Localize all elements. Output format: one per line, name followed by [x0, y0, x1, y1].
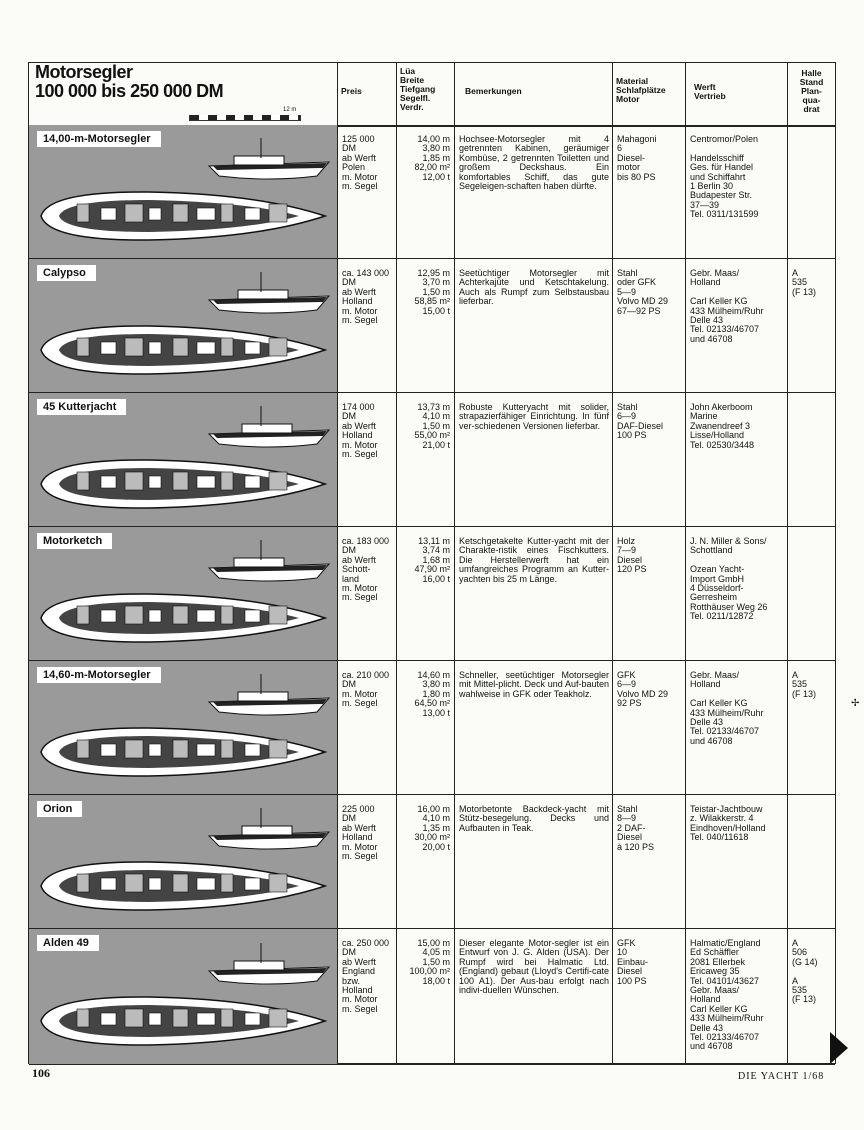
yard-cell: Gebr. Maas/ Holland Carl Keller KG 433 Mülheim/Ruhr Delle 43 Tel. 02133/46707 und 46708 [685, 661, 787, 794]
yard-cell: Gebr. Maas/ Holland Carl Keller KG 433 Mülheim/Ruhr Delle 43 Tel. 02133/46707 und 46708 [685, 259, 787, 392]
col-header-line: Tiefgang [400, 84, 436, 94]
material-cell: Stahl 6—9 DAF-Diesel 100 PS [612, 393, 685, 526]
price-cell: ca. 210 000 DM m. Motor m. Segel [337, 661, 396, 794]
col-header-line: Segelfl. [400, 93, 431, 103]
page-title [35, 63, 223, 101]
scale-label: 12 m [283, 107, 297, 113]
remarks-cell: Seetüchtiger Motorsegler mit Achterkajüte und Ketschtakelung. Auch als Rumpf zum Selbstausbau lieferbar. [454, 259, 612, 392]
col-header-line: Plan- [801, 86, 822, 96]
boat-plan [41, 594, 325, 642]
col-header-line: Lüa [400, 66, 416, 76]
boat-plan [41, 460, 325, 508]
title-line-1: Motorsegler [35, 62, 133, 82]
boat-drawing [29, 270, 337, 382]
dimensions-cell: 14,60 m 3,80 m 1,80 m 64,50 m² 13,00 t [396, 661, 454, 794]
boat-profile [209, 138, 329, 179]
magazine-issue: DIE YACHT 1/68 [738, 1071, 825, 1082]
boat-plan [41, 997, 325, 1045]
hall-stand-cell [787, 527, 835, 660]
material-cell: Mahagoni 6 Diesel- motor bis 80 PS [612, 125, 685, 258]
scale-bar [189, 115, 301, 121]
boat-illustration [29, 795, 337, 928]
yard-cell: Centromor/Polen Handelsschiff Ges. für Handel und Schiffahrt 1 Berlin 30 Budapester Str. 37—39 Tel. 0311/131599 [685, 125, 787, 258]
price-cell: 225 000 DM ab Werft Holland m. Motor m. Segel [337, 795, 396, 928]
boat-profile [209, 808, 329, 849]
material-cell: GFK 10 Einbau- Diesel 100 PS [612, 929, 685, 1064]
boat-plan [41, 862, 325, 910]
boat-name: 14,60-m-Motorsegler [37, 667, 161, 683]
col-header-hall [787, 63, 835, 125]
remarks-cell: Dieser elegante Motor-segler ist ein Entwurf von J. G. Alden (USA). Der Rumpf wird bei Halmatic Ltd. (England) gebaut (Lloyd's Certifi-cate 100 A1). Der Aus-bau erfolgt nach indivi-duellen Wünschen. [454, 929, 612, 1064]
hall-stand-cell: A 535 (F 13) [787, 661, 835, 794]
col-header-line: Verdr. [400, 102, 424, 112]
boat-illustration [29, 929, 337, 1064]
yard-cell: Teistar-Jachtbouw z. Wilakkerstr. 4 Eindhoven/Holland Tel. 040/11618 [685, 795, 787, 928]
col-header-line: Preis [341, 86, 362, 96]
boat-name: 14,00-m-Motorsegler [37, 131, 161, 147]
title-line-2: 100 000 bis 250 000 DM [35, 81, 224, 101]
col-header-line: Schlafplätze [616, 85, 666, 95]
boat-illustration [29, 125, 337, 258]
remarks-cell: Schneller, seetüchtiger Motorsegler mit Mittel-plicht. Deck und Auf-bauten wahlweise in GFK oder Teakholz. [454, 661, 612, 794]
dimensions-cell: 13,11 m 3,74 m 1,68 m 47,90 m² 16,00 t [396, 527, 454, 660]
dimensions-cell: 15,00 m 4,05 m 1,50 m 100,00 m² 18,00 t [396, 929, 454, 1064]
col-header-yard [685, 63, 787, 125]
boat-illustration [29, 661, 337, 794]
col-header-line: Bemerkungen [465, 86, 522, 96]
price-cell: 174 000 DM ab Werft Holland m. Motor m. Segel [337, 393, 396, 526]
boat-drawing [29, 538, 337, 650]
col-header-line: qua- [802, 95, 821, 105]
dimensions-cell: 13,73 m 4,10 m 1,50 m 55,00 m² 21,00 t [396, 393, 454, 526]
boat-drawing [29, 404, 337, 516]
dimensions-cell: 14,00 m 3,80 m 1,85 m 82,00 m² 12,00 t [396, 125, 454, 258]
table-header [29, 63, 835, 127]
boat-drawing [29, 806, 337, 918]
col-header-remarks [454, 63, 612, 125]
col-header-line: Vertrieb [694, 91, 726, 101]
boat-name: Motorketch [37, 533, 112, 549]
price-cell: ca. 250 000 DM ab Werft England bzw. Holland m. Motor m. Segel [337, 929, 396, 1064]
boat-name: Orion [37, 801, 82, 817]
col-header-line: Werft [694, 82, 716, 92]
remarks-cell: Hochsee-Motorsegler mit 4 getrennten Kabinen, geräumiger Kombüse, 2 getrennten Toiletten und großem Deckshaus. Ein komfortables Schiff, das gute Segeleigen-schaften haben dürfte. [454, 125, 612, 258]
table-row [29, 259, 835, 393]
boat-profile [209, 272, 329, 313]
col-header-line: Halle [801, 68, 822, 78]
yard-cell: J. N. Miller & Sons/ Schottland Ozean Yacht- Import GmbH 4 Düsseldorf- Gerresheim Rotthäuser Weg 26 Tel. 0211/12872 [685, 527, 787, 660]
remarks-cell: Robuste Kutteryacht mit solider, strapazierfähiger Einrichtung. In fünf ver-schiedenen Versionen lieferbar. [454, 393, 612, 526]
remarks-cell: Ketschgetakelte Kutter-yacht mit der Charakte-ristik eines Fischkutters. Die Herstellerwerft hat ein umfangreiches Programm an Kutter-yachten bis 25 m Länge. [454, 527, 612, 660]
margin-mark: ✢ [851, 698, 860, 709]
col-header-dimensions [396, 63, 454, 125]
dimensions-cell: 12,95 m 3,70 m 1,50 m 58,85 m² 15,00 t [396, 259, 454, 392]
page-number: 106 [32, 1066, 50, 1080]
boat-illustration [29, 527, 337, 660]
next-page-arrow-icon [830, 1032, 848, 1064]
col-header-line: Stand [799, 77, 824, 87]
boat-drawing [29, 941, 337, 1053]
boat-illustration [29, 393, 337, 526]
boat-profile [209, 674, 329, 715]
hall-stand-cell [787, 795, 835, 928]
price-cell: ca. 183 000 DM ab Werft Schott- land m. Motor m. Segel [337, 527, 396, 660]
boat-plan [41, 728, 325, 776]
boat-name: Calypso [37, 265, 96, 281]
col-header-line: Material [616, 76, 649, 86]
table-row [29, 125, 835, 259]
col-header-line: drat [803, 104, 820, 114]
table-row [29, 527, 835, 661]
table-row [29, 393, 835, 527]
material-cell: Stahl oder GFK 5—9 Volvo MD 29 67—92 PS [612, 259, 685, 392]
yard-cell: John Akerboom Marine Zwanendreef 3 Lisse/Holland Tel. 02530/3448 [685, 393, 787, 526]
table-row [29, 661, 835, 795]
material-cell: Holz 7—9 Diesel 120 PS [612, 527, 685, 660]
col-header-price [337, 63, 396, 125]
boat-table [28, 62, 836, 1064]
boat-illustration [29, 259, 337, 392]
hall-stand-cell [787, 393, 835, 526]
hall-stand-cell: A 535 (F 13) [787, 259, 835, 392]
boat-profile [209, 943, 329, 984]
boat-plan [41, 192, 325, 240]
table-row [29, 795, 835, 929]
boat-name: Alden 49 [37, 935, 99, 951]
boat-plan [41, 326, 325, 374]
remarks-cell: Motorbetonte Backdeck-yacht mit Stütz-besegelung. Decks und Aufbauten in Teak. [454, 795, 612, 928]
boat-name: 45 Kutterjacht [37, 399, 126, 415]
yard-cell: Halmatic/England Ed Schäffler 2081 Ellerbek Ericaweg 35 Tel. 04101/43627 Gebr. Maas/ Holland Carl Keller KG 433 Mülheim/Ruhr Delle 43 Tel. 02133/46707 und 46708 [685, 929, 787, 1064]
material-cell: Stahl 8—9 2 DAF- Diesel à 120 PS [612, 795, 685, 928]
material-cell: GFK 6—9 Volvo MD 29 92 PS [612, 661, 685, 794]
boat-profile [209, 540, 329, 581]
boat-drawing [29, 672, 337, 784]
col-header-material [612, 63, 685, 125]
col-header-line: Breite [400, 75, 425, 85]
price-cell: ca. 143 000 DM ab Werft Holland m. Motor m. Segel [337, 259, 396, 392]
price-cell: 125 000 DM ab Werft Polen m. Motor m. Segel [337, 125, 396, 258]
table-row [29, 929, 835, 1065]
hall-stand-cell: A 506 (G 14) A 535 (F 13) [787, 929, 835, 1064]
dimensions-cell: 16,00 m 4,10 m 1,35 m 30,00 m² 20,00 t [396, 795, 454, 928]
col-header-line: Motor [616, 94, 640, 104]
boat-profile [209, 406, 329, 447]
boat-drawing [29, 136, 337, 248]
hall-stand-cell [787, 125, 835, 258]
